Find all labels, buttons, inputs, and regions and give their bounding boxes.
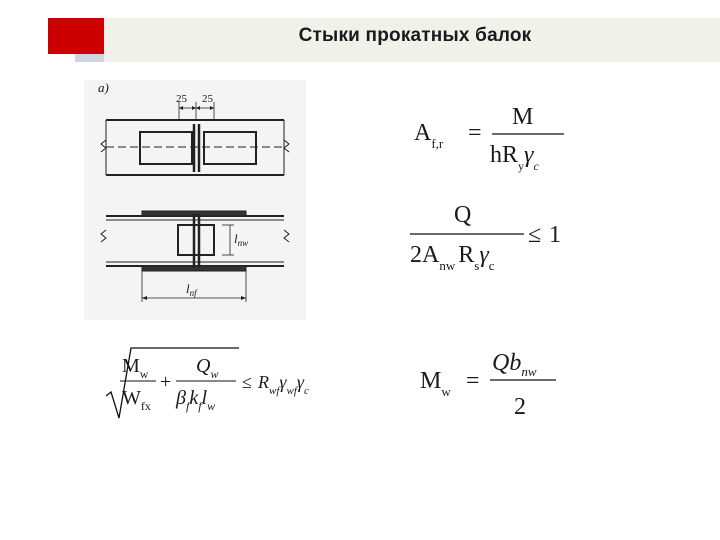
- dim-label-right: 25: [202, 93, 213, 105]
- drawing-panel-label: a): [98, 80, 109, 95]
- plan-view: [101, 102, 289, 175]
- formula2-relation: ≤: [528, 222, 542, 248]
- formula4-lhs: $M_w$: [420, 368, 451, 399]
- formula3-plus: +: [160, 371, 172, 393]
- dim-label-left: 25: [176, 93, 187, 105]
- slide-title: Стыки прокатных балок: [298, 25, 532, 46]
- formula-flange-area: [412, 96, 582, 186]
- formula3-term1-denominator: $W_{fx}$: [122, 387, 151, 413]
- header-accent-block: [48, 18, 104, 54]
- formula2-numerator: Q: [454, 202, 472, 228]
- label-l-nw: $l_{nw}$: [234, 231, 249, 248]
- formula3-relation: ≤: [242, 372, 252, 392]
- formula3-term2-denominator: $\beta_fk_fl_w$: [176, 387, 216, 413]
- formula-weld-check: [104, 344, 354, 426]
- formula1-lhs: $A_{f,r}$: [414, 120, 444, 151]
- header-accent-shadow: [75, 54, 104, 62]
- formula3-term2-numerator: $Q_w$: [196, 355, 219, 381]
- formula-web-moment: [418, 340, 558, 430]
- formula4-equals: =: [466, 368, 480, 394]
- formula2-limit: 1: [549, 222, 561, 248]
- formula1-equals: =: [468, 120, 482, 146]
- formula4-numerator: $Qb_{nw}$: [492, 350, 537, 379]
- formula4-denominator: 2: [514, 394, 526, 420]
- formula2-denominator: $2A_{nw}$ $R_s\gamma_c$: [410, 242, 495, 273]
- formula3-rhs: $R_{wf}\gamma_{wf}\gamma_c$: [258, 372, 309, 397]
- formula3-term1-numerator: $M_w$: [122, 355, 149, 381]
- formula1-numerator: M: [512, 104, 534, 130]
- formula1-denominator: $hR_y\gamma_c$: [490, 142, 539, 173]
- label-l-nf: $l_{nf}$: [186, 281, 197, 298]
- formula-shear-check: [406, 196, 586, 286]
- beam-splice-drawing: [84, 80, 306, 320]
